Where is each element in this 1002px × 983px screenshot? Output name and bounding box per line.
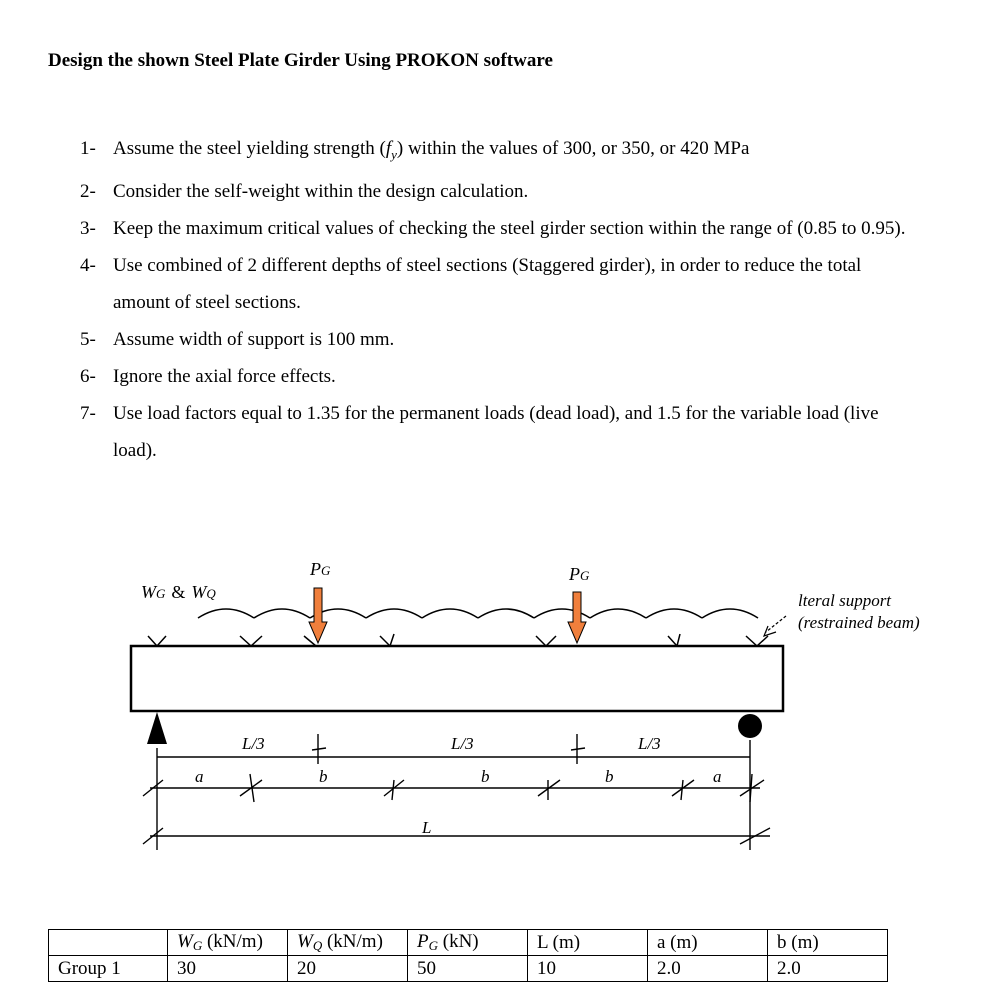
requirement-item (80, 130, 920, 173)
requirement-item (80, 358, 920, 395)
load-arc (422, 609, 478, 618)
requirement-text (113, 130, 920, 173)
dim-label-third: L/3 (451, 734, 474, 753)
distributed-load-arcs (198, 609, 758, 618)
requirement-item (80, 395, 920, 469)
dim-label-b: b (605, 767, 614, 786)
load-arc (702, 609, 758, 618)
lateral-support-label-2: (restrained beam) (798, 613, 920, 632)
requirement-item (80, 247, 920, 321)
table-header-cell: a (m) (648, 930, 768, 956)
requirement-text: Assume width of support is 100 mm. (113, 328, 395, 350)
requirement-number: 7- (80, 402, 96, 424)
document-title: Design the shown Steel Plate Girder Using PROKON software (48, 50, 553, 71)
distributed-load-label: WG & WQ (141, 582, 216, 602)
point-load-arrow-icon (568, 592, 586, 643)
table-header-cell: b (m) (768, 930, 888, 956)
point-load-label-1: PG (310, 559, 331, 579)
dim-label-a: a (713, 767, 722, 786)
load-arc (198, 609, 254, 618)
table-cell: 2.0 (648, 956, 768, 982)
parameters-table (48, 929, 888, 982)
dim-label-third: L/3 (638, 734, 661, 753)
symbol-subscript: y (391, 146, 397, 162)
dim-label-b: b (319, 767, 328, 786)
load-arc (590, 609, 646, 618)
table-header-cell: WG (kN/m) (168, 930, 288, 956)
table-header-cell: PG (kN) (408, 930, 528, 956)
girder-diagram (0, 548, 1002, 860)
load-arc (366, 609, 422, 618)
table-header-row (49, 930, 888, 956)
requirement-text: Consider the self-weight within the design calculation. (113, 180, 529, 202)
girder-beam (131, 646, 783, 711)
requirements-list (80, 130, 920, 469)
requirement-item (80, 321, 920, 358)
requirement-number: 1- (80, 138, 96, 159)
point-load-arrow-icon (309, 588, 327, 643)
pin-support-icon (147, 712, 167, 744)
requirement-number: 3- (80, 217, 96, 239)
roller-support-icon (738, 714, 762, 738)
symbol-f: f (385, 138, 392, 159)
requirement-text: Use combined of 2 different depths of steel sections (Staggered girder), in order to reduce the total amount of steel sections. (113, 254, 862, 313)
dim-label-b: b (481, 767, 490, 786)
requirement-item (80, 210, 920, 247)
requirement-number: 4- (80, 254, 96, 276)
lateral-support-pointer (764, 616, 786, 636)
lateral-support-label: lteral support (798, 591, 892, 610)
load-arc (478, 609, 534, 618)
table-header-cell: L (m) (528, 930, 648, 956)
requirement-text: Use load factors equal to 1.35 for the permanent loads (dead load), and 1.5 for the variable load (live load). (113, 402, 879, 461)
requirement-text: Ignore the axial force effects. (113, 365, 336, 387)
requirement-number: 5- (80, 328, 96, 350)
dim-label-third: L/3 (242, 734, 265, 753)
table-cell: 20 (288, 956, 408, 982)
row-label: Group 1 (49, 956, 168, 982)
load-arc (646, 609, 702, 618)
table-header-empty (49, 930, 168, 956)
yield-strength-symbol (385, 138, 397, 162)
requirement-number: 6- (80, 365, 96, 387)
table-row (49, 956, 888, 982)
table-cell: 2.0 (768, 956, 888, 982)
requirement-number: 2- (80, 180, 96, 202)
point-load-label-2: PG (569, 564, 590, 584)
dim-label-L: L (422, 818, 432, 837)
load-arc (534, 609, 590, 618)
dim-label-a: a (195, 767, 204, 786)
requirement-item (80, 173, 920, 210)
table-header-cell: WQ (kN/m) (288, 930, 408, 956)
requirement-text-part: Assume the steel yielding strength ( (113, 138, 386, 159)
load-arc (254, 609, 310, 618)
requirement-text-part: ) within the values of 300, or 350, or 420 MPa (396, 138, 750, 159)
table-cell: 10 (528, 956, 648, 982)
table-cell: 50 (408, 956, 528, 982)
table-cell: 30 (168, 956, 288, 982)
requirement-text: Keep the maximum critical values of checking the steel girder section within the range of (0.85 to 0.95). (113, 217, 906, 239)
